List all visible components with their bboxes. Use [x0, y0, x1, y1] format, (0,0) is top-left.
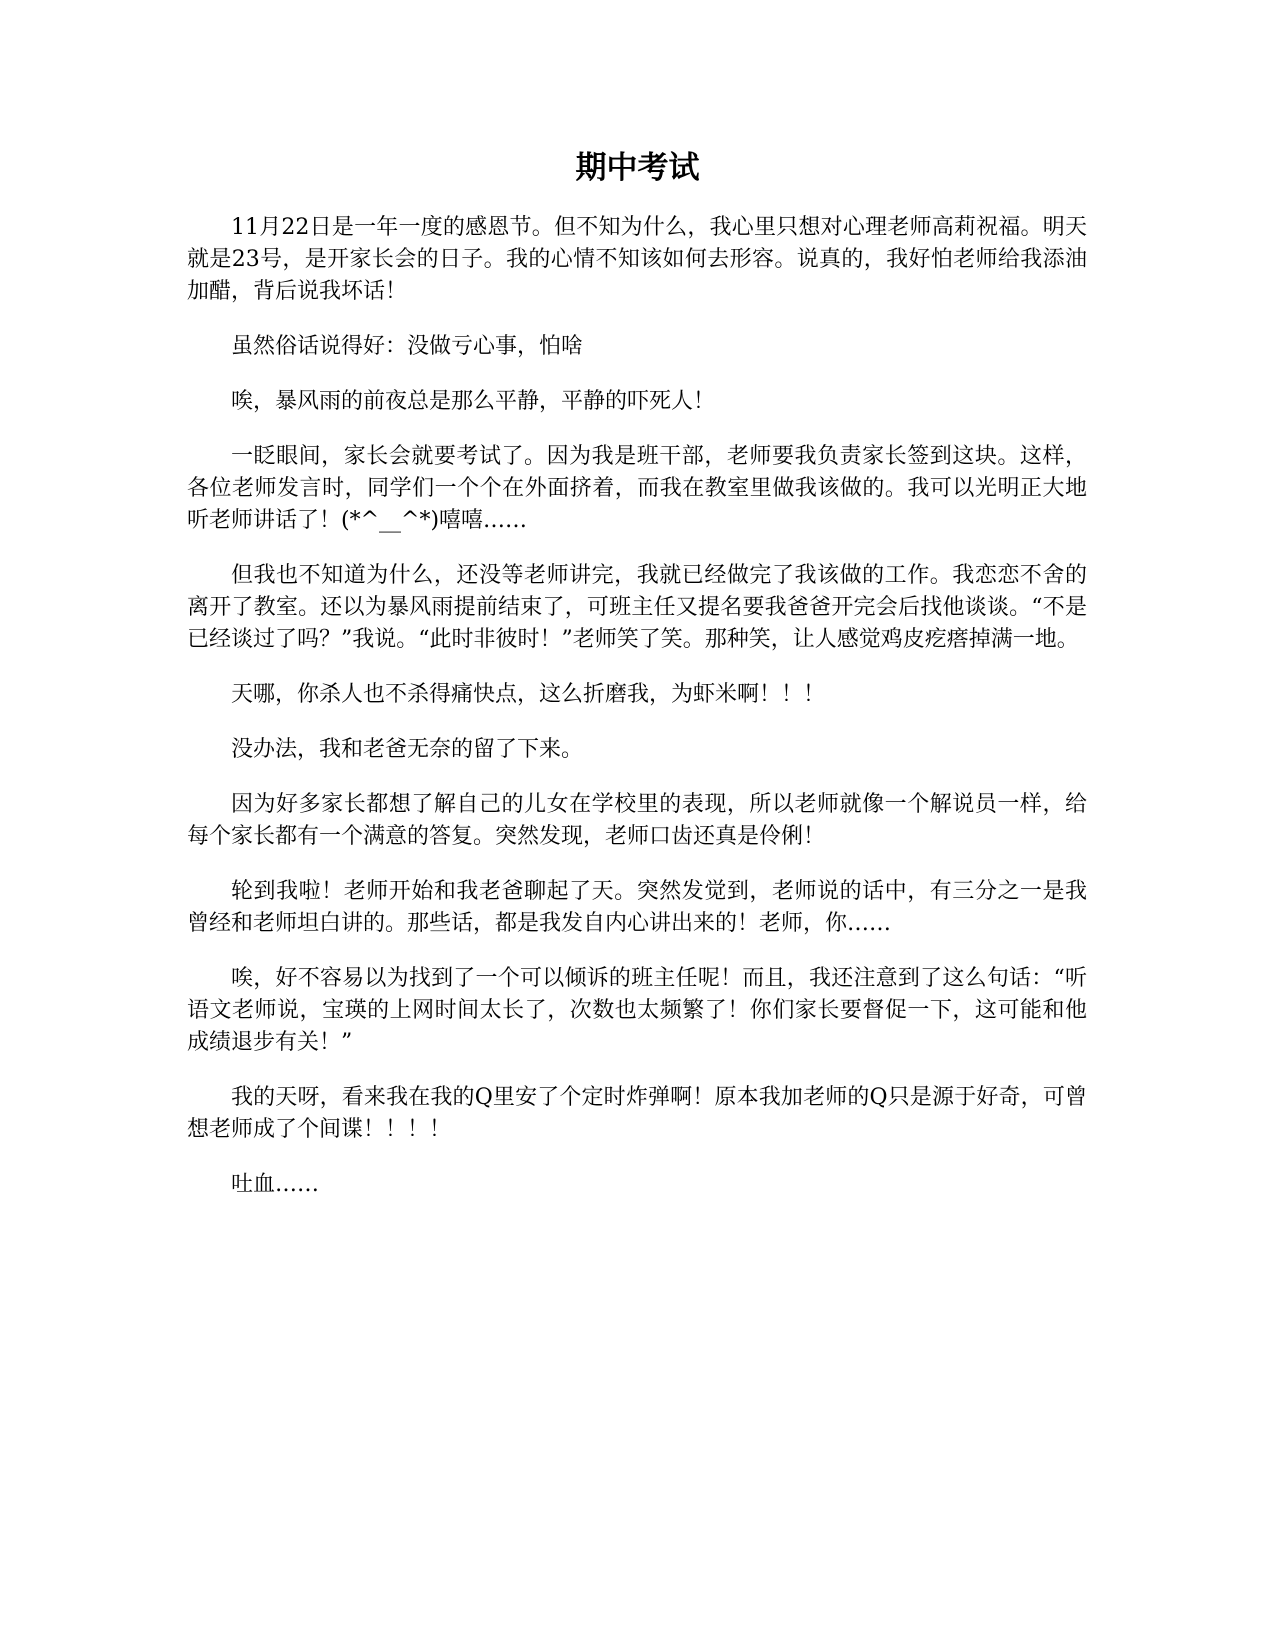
- document-title: 期中考试: [575, 150, 700, 186]
- paragraph: 天哪，你杀人也不杀得痛快点，这么折磨我，为虾米啊！！！: [231, 682, 826, 707]
- paragraph: 唉，好不容易以为找到了一个可以倾诉的班主任呢！而且，我还注意到了这么句话：“听语文老师说，宝瑛的上网时间太长了，次数也太频繁了！你们家长要督促一下，这可能和他成绩退步有关！”: [187, 966, 1087, 1055]
- paragraph: 虽然俗话说得好：没做亏心事，怕啥: [231, 334, 584, 359]
- paragraph: 吐血……: [231, 1172, 320, 1197]
- paragraph: 一眨眼间，家长会就要考试了。因为我是班干部，老师要我负责家长签到这块。这样，各位老师发言时，同学们一个个在外面挤着，而我在教室里做我该做的。我可以光明正大地听老师讲话了！(*^__^*)嘻嘻……: [187, 444, 1087, 533]
- paragraph: 但我也不知道为什么，还没等老师讲完，我就已经做完了我该做的工作。我恋恋不舍的离开了教室。还以为暴风雨提前结束了，可班主任又提名要我爸爸开完会后找他谈谈。“不是已经谈过了吗？”我说。“此时非彼时！”老师笑了笑。那种笑，让人感觉鸡皮疙瘩掉满一地。: [187, 563, 1087, 652]
- paragraph: 因为好多家长都想了解自己的儿女在学校里的表现，所以老师就像一个解说员一样，给每个家长都有一个满意的答复。突然发现，老师口齿还真是伶俐！: [187, 792, 1087, 849]
- paragraph: 我的天呀，看来我在我的Q里安了个定时炸弹啊！原本我加老师的Q只是源于好奇，可曾想老师成了个间谍！！！！: [187, 1085, 1087, 1142]
- paragraph: 唉，暴风雨的前夜总是那么平静，平静的吓死人！: [231, 389, 716, 414]
- document-body: [187, 212, 1087, 1224]
- paragraph: 没办法，我和老爸无奈的留了下来。: [231, 737, 584, 762]
- paragraph: 11月22日是一年一度的感恩节。但不知为什么，我心里只想对心理老师高莉祝福。明天就是23号，是开家长会的日子。我的心情不知该如何去形容。说真的，我好怕老师给我添油加醋，背后说我坏话！: [187, 215, 1087, 304]
- paragraph: 轮到我啦！老师开始和我老爸聊起了天。突然发觉到，老师说的话中，有三分之一是我曾经和老师坦白讲的。那些话，都是我发自内心讲出来的！老师，你……: [187, 879, 1087, 936]
